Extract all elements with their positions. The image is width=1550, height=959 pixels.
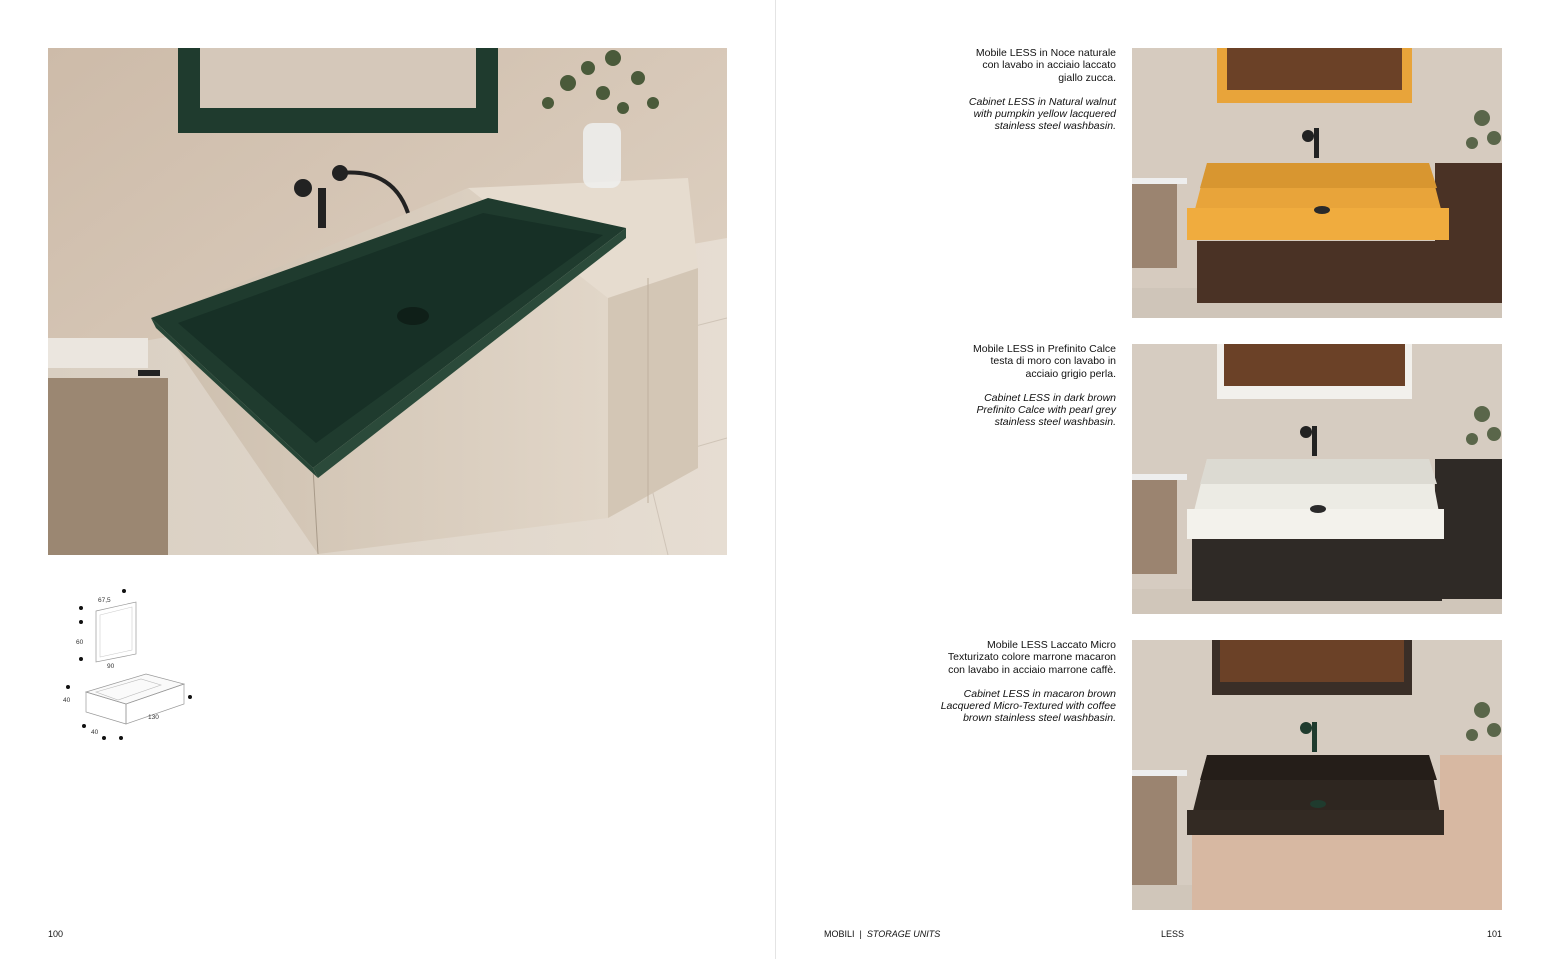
footer-separator: | <box>857 929 865 939</box>
caption-1-en-line-2: with pumpkin yellow lacquered <box>973 108 1116 121</box>
caption-2-it-line-3: acciaio grigio perla. <box>1025 367 1116 380</box>
right-page <box>776 0 1550 959</box>
dim-depth-label: 40 <box>63 697 71 704</box>
photo-pearl-grey-sink <box>1132 344 1502 614</box>
dim-width-label: 90 <box>107 663 115 670</box>
footer-collection: LESS <box>1161 929 1185 939</box>
caption-3-en-line-3: brown stainless steel washbasin. <box>963 712 1116 725</box>
page-number-left: 100 <box>48 929 64 939</box>
caption-2-it-line-2: testa di moro con lavabo in <box>990 355 1116 368</box>
dim-length-label: 130 <box>148 714 159 721</box>
caption-1 <box>876 47 1116 133</box>
caption-1-it-line-3: giallo zucca. <box>1058 71 1116 84</box>
caption-3-it-line-2: Texturizato colore marrone macaron <box>947 651 1116 664</box>
caption-3-en-line-2: Lacquered Micro-Textured with coffee <box>940 700 1116 713</box>
caption-2 <box>876 343 1116 429</box>
caption-3 <box>876 639 1116 725</box>
caption-2-en-line-1: Cabinet LESS in dark brown <box>984 391 1116 404</box>
dim-bottom-label: 40 <box>91 729 99 736</box>
caption-2-it-line-1: Mobile LESS in Prefinito Calce <box>973 343 1116 355</box>
photo-yellow-sink <box>1132 48 1502 318</box>
caption-3-it-line-3: con lavabo in acciaio marrone caffè. <box>948 663 1116 676</box>
page-number-right: 101 <box>1487 929 1503 939</box>
caption-1-en-line-1: Cabinet LESS in Natural walnut <box>968 95 1116 108</box>
footer-section <box>824 929 940 939</box>
footer-section-it: MOBILI <box>824 929 855 939</box>
dim-height-label: 60 <box>76 639 84 646</box>
dim-top-label: 67,5 <box>98 597 111 604</box>
caption-1-it-line-2: con lavabo in acciaio laccato <box>982 59 1116 72</box>
dimension-diagram <box>56 584 206 744</box>
caption-2-en-line-2: Prefinito Calce with pearl grey <box>976 404 1116 417</box>
caption-2-en-line-3: stainless steel washbasin. <box>994 416 1116 429</box>
caption-3-en-line-1: Cabinet LESS in macaron brown <box>963 687 1116 700</box>
caption-3-it-line-1: Mobile LESS Laccato Micro <box>987 639 1116 651</box>
caption-1-it-line-1: Mobile LESS in Noce naturale <box>975 47 1116 59</box>
caption-1-en-line-3: stainless steel washbasin. <box>994 120 1116 133</box>
hero-photo-green-sink <box>48 48 727 555</box>
footer-section-en: STORAGE UNITS <box>866 929 941 939</box>
photo-coffee-brown-sink <box>1132 640 1502 910</box>
